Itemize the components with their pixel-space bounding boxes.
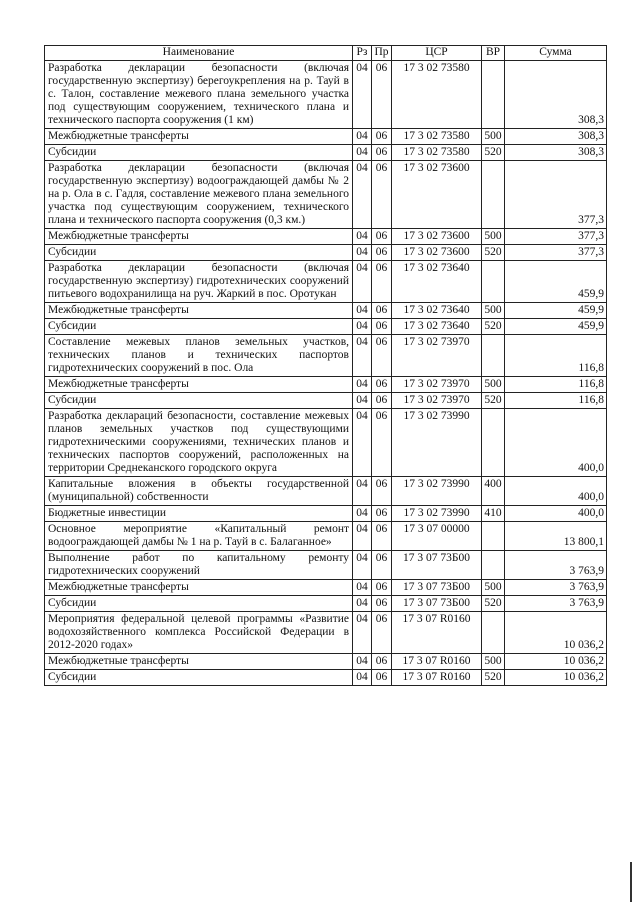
- header-name: Наименование: [45, 46, 353, 61]
- row-rz: 04: [353, 670, 372, 686]
- row-sum: 308,3: [505, 61, 607, 129]
- table-row: [45, 612, 607, 654]
- header-sum: Сумма: [505, 46, 607, 61]
- row-vr: [482, 522, 505, 551]
- row-sum: 116,8: [505, 393, 607, 409]
- row-vr: [482, 161, 505, 229]
- row-csr: 17 3 07 R0160: [392, 654, 482, 670]
- table-row: [45, 161, 607, 229]
- row-vr: 500: [482, 654, 505, 670]
- row-rz: 04: [353, 506, 372, 522]
- row-pr: 06: [372, 61, 392, 129]
- header-pr: Пр: [372, 46, 392, 61]
- row-vr: 520: [482, 596, 505, 612]
- row-sum: 10 036,2: [505, 612, 607, 654]
- table-row: [45, 229, 607, 245]
- table-row: [45, 654, 607, 670]
- row-sum: 377,3: [505, 245, 607, 261]
- row-sum: 3 763,9: [505, 596, 607, 612]
- table-row: [45, 670, 607, 686]
- row-rz: 04: [353, 612, 372, 654]
- row-pr: 06: [372, 477, 392, 506]
- row-name: Субсидии: [45, 596, 353, 612]
- row-csr: 17 3 02 73640: [392, 261, 482, 303]
- row-name: Межбюджетные трансферты: [45, 303, 353, 319]
- header-csr: ЦСР: [392, 46, 482, 61]
- row-vr: 500: [482, 303, 505, 319]
- table-row: [45, 335, 607, 377]
- table-row: [45, 551, 607, 580]
- row-rz: 04: [353, 303, 372, 319]
- row-vr: 520: [482, 393, 505, 409]
- header-rz: Рз: [353, 46, 372, 61]
- row-csr: 17 3 02 73990: [392, 409, 482, 477]
- table-row: [45, 506, 607, 522]
- row-rz: 04: [353, 580, 372, 596]
- row-name: Капитальные вложения в объекты государственной (муниципальной) собственности: [45, 477, 353, 506]
- row-rz: 04: [353, 145, 372, 161]
- row-vr: [482, 409, 505, 477]
- table-row: [45, 261, 607, 303]
- table-row: [45, 377, 607, 393]
- table-row: [45, 129, 607, 145]
- row-sum: 400,0: [505, 409, 607, 477]
- row-csr: 17 3 02 73600: [392, 161, 482, 229]
- table-row: [45, 61, 607, 129]
- row-sum: 10 036,2: [505, 654, 607, 670]
- row-csr: 17 3 02 73970: [392, 377, 482, 393]
- row-rz: 04: [353, 161, 372, 229]
- row-sum: 3 763,9: [505, 551, 607, 580]
- row-sum: 400,0: [505, 506, 607, 522]
- row-sum: 308,3: [505, 129, 607, 145]
- row-vr: 400: [482, 477, 505, 506]
- row-name: Субсидии: [45, 670, 353, 686]
- row-name: Разработка декларации безопасности (включая государственную экспертизу) гидротехнических сооружений питьевого водохранилища на руч. Жаркий в пос. Оротукан: [45, 261, 353, 303]
- row-pr: 06: [372, 129, 392, 145]
- row-sum: 308,3: [505, 145, 607, 161]
- row-rz: 04: [353, 654, 372, 670]
- table-row: [45, 145, 607, 161]
- budget-table: [44, 45, 607, 686]
- row-pr: 06: [372, 377, 392, 393]
- row-vr: 520: [482, 145, 505, 161]
- row-csr: 17 3 02 73580: [392, 129, 482, 145]
- row-rz: 04: [353, 377, 372, 393]
- table-header-row: [45, 46, 607, 61]
- table-row: [45, 477, 607, 506]
- row-rz: 04: [353, 477, 372, 506]
- row-csr: 17 3 07 73Б00: [392, 551, 482, 580]
- row-pr: 06: [372, 319, 392, 335]
- row-csr: 17 3 02 73600: [392, 229, 482, 245]
- row-vr: [482, 551, 505, 580]
- row-pr: 06: [372, 654, 392, 670]
- row-csr: 17 3 07 73Б00: [392, 596, 482, 612]
- row-rz: 04: [353, 229, 372, 245]
- row-csr: 17 3 07 R0160: [392, 612, 482, 654]
- row-rz: 04: [353, 393, 372, 409]
- row-name: Бюджетные инвестиции: [45, 506, 353, 522]
- row-name: Межбюджетные трансферты: [45, 654, 353, 670]
- row-pr: 06: [372, 596, 392, 612]
- row-name: Составление межевых планов земельных участков, технических планов и технических паспортов гидротехнических сооружений в пос. Ола: [45, 335, 353, 377]
- row-csr: 17 3 02 73990: [392, 477, 482, 506]
- row-pr: 06: [372, 409, 392, 477]
- row-sum: 10 036,2: [505, 670, 607, 686]
- row-vr: 500: [482, 580, 505, 596]
- row-sum: 459,9: [505, 319, 607, 335]
- row-name: Субсидии: [45, 145, 353, 161]
- row-sum: 3 763,9: [505, 580, 607, 596]
- row-csr: 17 3 02 73970: [392, 335, 482, 377]
- row-csr: 17 3 02 73990: [392, 506, 482, 522]
- row-name: Межбюджетные трансферты: [45, 229, 353, 245]
- table-row: [45, 245, 607, 261]
- table-row: [45, 596, 607, 612]
- row-vr: 500: [482, 229, 505, 245]
- row-name: Мероприятия федеральной целевой программы «Развитие водохозяйственного комплекса Российской Федерации в 2012-2020 годах»: [45, 612, 353, 654]
- row-vr: 520: [482, 245, 505, 261]
- row-sum: 459,9: [505, 303, 607, 319]
- row-pr: 06: [372, 393, 392, 409]
- row-name: Выполнение работ по капитальному ремонту гидротехнических сооружений: [45, 551, 353, 580]
- row-vr: 500: [482, 377, 505, 393]
- header-vr: ВР: [482, 46, 505, 61]
- row-pr: 06: [372, 506, 392, 522]
- row-pr: 06: [372, 245, 392, 261]
- row-pr: 06: [372, 612, 392, 654]
- table-row: [45, 319, 607, 335]
- row-vr: 410: [482, 506, 505, 522]
- row-pr: 06: [372, 303, 392, 319]
- row-pr: 06: [372, 229, 392, 245]
- row-name: Субсидии: [45, 393, 353, 409]
- row-rz: 04: [353, 245, 372, 261]
- row-sum: 377,3: [505, 161, 607, 229]
- row-csr: 17 3 02 73580: [392, 145, 482, 161]
- row-sum: 13 800,1: [505, 522, 607, 551]
- row-name: Разработка декларации безопасности (включая государственную экспертизу) водоограждающей дамбы № 2 на р. Ола в с. Гадля, составление межевого плана земельного участка под существующим сооружением, технического плана и технического паспорта сооружения (0,3 км.): [45, 161, 353, 229]
- table-row: [45, 393, 607, 409]
- row-vr: [482, 612, 505, 654]
- row-pr: 06: [372, 522, 392, 551]
- row-pr: 06: [372, 261, 392, 303]
- row-vr: [482, 61, 505, 129]
- row-sum: 377,3: [505, 229, 607, 245]
- table-body: [45, 61, 607, 686]
- row-vr: 520: [482, 319, 505, 335]
- table-row: [45, 522, 607, 551]
- row-csr: 17 3 02 73640: [392, 319, 482, 335]
- row-vr: 520: [482, 670, 505, 686]
- row-rz: 04: [353, 551, 372, 580]
- row-name: Разработка декларации безопасности (включая государственную экспертизу) берегоукрепления на р. Тауй в с. Талон, составление межевого плана земельного участка под существующим сооружением, технического плана и технического паспорта сооружения (1 км): [45, 61, 353, 129]
- row-sum: 400,0: [505, 477, 607, 506]
- row-rz: 04: [353, 522, 372, 551]
- row-rz: 04: [353, 319, 372, 335]
- row-pr: 06: [372, 145, 392, 161]
- row-name: Субсидии: [45, 245, 353, 261]
- row-vr: [482, 261, 505, 303]
- row-pr: 06: [372, 551, 392, 580]
- row-rz: 04: [353, 261, 372, 303]
- table-row: [45, 580, 607, 596]
- row-sum: 459,9: [505, 261, 607, 303]
- row-csr: 17 3 02 73580: [392, 61, 482, 129]
- row-rz: 04: [353, 335, 372, 377]
- row-csr: 17 3 07 73Б00: [392, 580, 482, 596]
- scan-edge-mark: [630, 862, 632, 902]
- row-csr: 17 3 07 00000: [392, 522, 482, 551]
- row-vr: [482, 335, 505, 377]
- row-csr: 17 3 02 73600: [392, 245, 482, 261]
- row-csr: 17 3 02 73640: [392, 303, 482, 319]
- row-csr: 17 3 02 73970: [392, 393, 482, 409]
- row-rz: 04: [353, 61, 372, 129]
- row-name: Межбюджетные трансферты: [45, 580, 353, 596]
- row-name: Разработка деклараций безопасности, составление межевых планов земельных участков под существующими гидротехническими сооружениями, технических планов и технических паспортов сооружений, расположенных на территории Среднеканского городского округа: [45, 409, 353, 477]
- row-rz: 04: [353, 129, 372, 145]
- table-row: [45, 303, 607, 319]
- row-csr: 17 3 07 R0160: [392, 670, 482, 686]
- row-sum: 116,8: [505, 335, 607, 377]
- table-row: [45, 409, 607, 477]
- row-name: Межбюджетные трансферты: [45, 129, 353, 145]
- row-name: Межбюджетные трансферты: [45, 377, 353, 393]
- row-vr: 500: [482, 129, 505, 145]
- row-name: Основное мероприятие «Капитальный ремонт водоограждающей дамбы № 1 на р. Тауй в с. Балаганное»: [45, 522, 353, 551]
- row-sum: 116,8: [505, 377, 607, 393]
- row-rz: 04: [353, 596, 372, 612]
- row-pr: 06: [372, 670, 392, 686]
- row-pr: 06: [372, 580, 392, 596]
- row-pr: 06: [372, 161, 392, 229]
- row-rz: 04: [353, 409, 372, 477]
- row-name: Субсидии: [45, 319, 353, 335]
- row-pr: 06: [372, 335, 392, 377]
